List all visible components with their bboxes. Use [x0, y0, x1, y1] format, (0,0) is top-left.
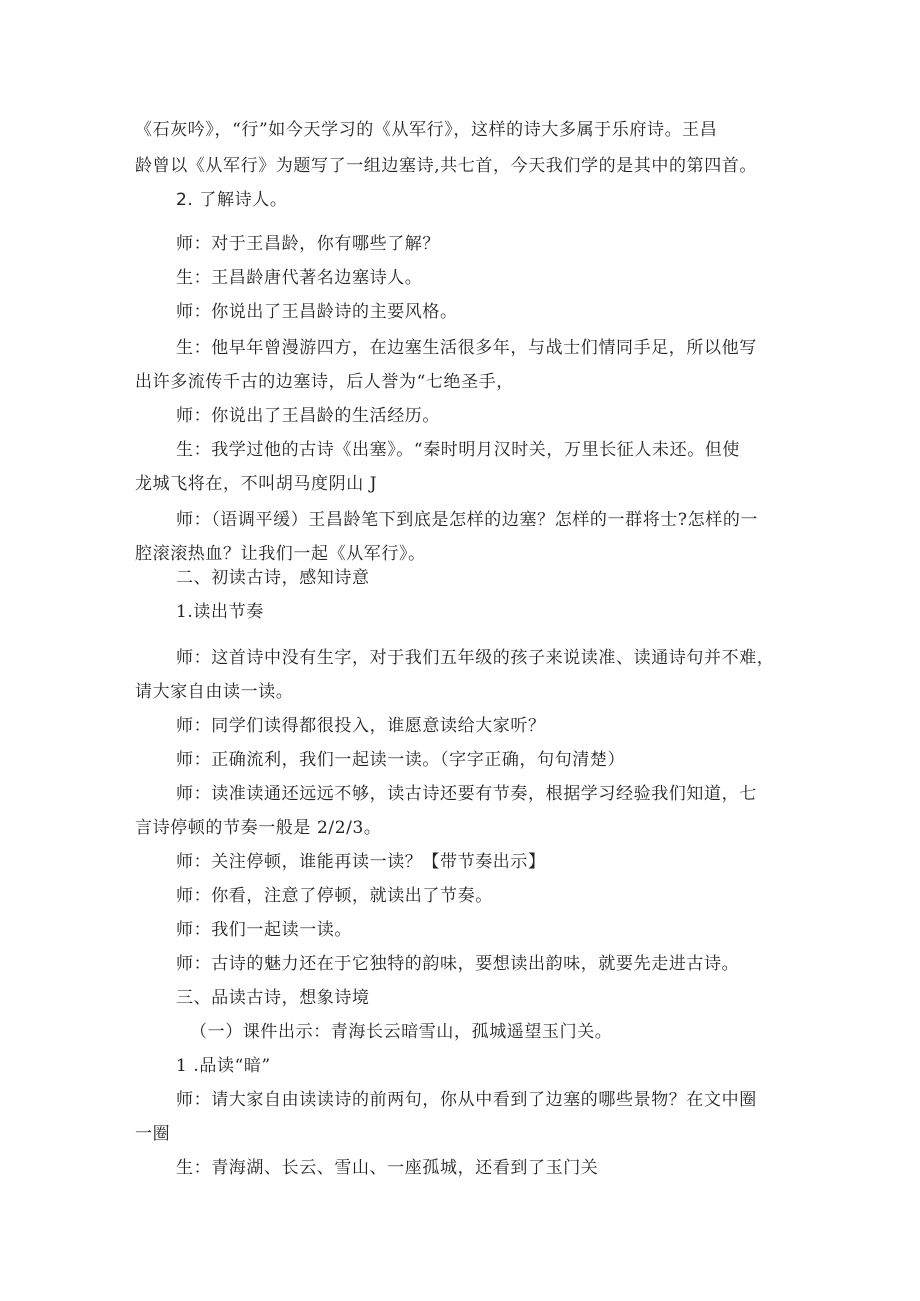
text-line: 生：王昌龄唐代著名边塞诗人。 — [176, 268, 423, 288]
text-line: 《石灰吟》，“行”如今天学习的《从军行》，这样的诗大多属于乐府诗。王昌 — [135, 120, 718, 140]
text-line: 师：古诗的魅力还在于它独特的韵味，要想读出韵味，就要先走进古诗。 — [176, 954, 740, 974]
text-line: 师：我们一起读一读。 — [176, 920, 352, 940]
text-line: 请大家自由读一读。 — [135, 682, 294, 702]
text-line: 师：这首诗中没有生字，对于我们五年级的孩子来说读准、读通诗句并不难， — [176, 648, 775, 668]
text-line: 师：你说出了王昌龄的生活经历。 — [176, 406, 440, 426]
text-line: 师：（语调平缓）王昌龄笔下到底是怎样的边塞？怎样的一群将士?怎样的一 — [176, 510, 759, 530]
text-line: 师：请大家自由读读诗的前两句，你从中看到了边塞的哪些景物？在文中圈 — [176, 1090, 757, 1110]
text-line: 龄曾以《从军行》为题写了一组边塞诗,共七首，今天我们学的是其中的第四首。 — [135, 156, 758, 176]
text-line: 一圈 — [135, 1124, 171, 1144]
text-line: 龙城飞将在，不叫胡马度阴山 J — [135, 474, 378, 494]
text-line: 师：关注停顿，谁能再读一读？【带节奏出示】 — [176, 852, 546, 872]
text-line: 师：读准读通还远远不够，读古诗还要有节奏，根据学习经验我们知道，七 — [176, 784, 757, 804]
text-line: 生：我学过他的古诗《出塞》。“秦时明月汉时关，万里长征人未还。但使 — [176, 440, 740, 460]
section-heading: 1 .品读“暗” — [176, 1056, 271, 1076]
section-heading: 二、初读古诗，感知诗意 — [176, 568, 370, 588]
text-line: 师：正确流利，我们一起读一读。（字字正确，句句清楚） — [176, 750, 626, 770]
text-line: 言诗停顿的节奏一般是 2/2/3。 — [135, 818, 382, 838]
text-line: 师：你说出了王昌龄诗的主要风格。 — [176, 302, 458, 322]
text-line: 师：同学们读得都很投入，谁愿意读给大家听？ — [176, 716, 546, 736]
section-heading: 2. 了解诗人。 — [176, 190, 288, 210]
text-line: 生：他早年曾漫游四方，在边塞生活很多年，与战士们情同手足，所以他写 — [176, 338, 757, 358]
text-line: 生：青海湖、长云、雪山、一座孤城，还看到了玉门关 — [176, 1158, 599, 1178]
section-heading: 1.读出节奏 — [176, 602, 264, 622]
section-heading: 三、品读古诗，想象诗境 — [176, 988, 370, 1008]
text-line: 腔滚滚热血？让我们一起《从军行》。 — [135, 544, 426, 564]
text-line: 师：对于王昌龄，你有哪些了解？ — [176, 234, 440, 254]
section-heading: （一）课件出示：青海长云暗雪山，孤城遥望玉门关。 — [190, 1022, 613, 1042]
text-line: 出许多流传千古的边塞诗，后人誉为“七绝圣手， — [135, 372, 514, 392]
text-line: 师：你看，注意了停顿，就读出了节奏。 — [176, 886, 493, 906]
